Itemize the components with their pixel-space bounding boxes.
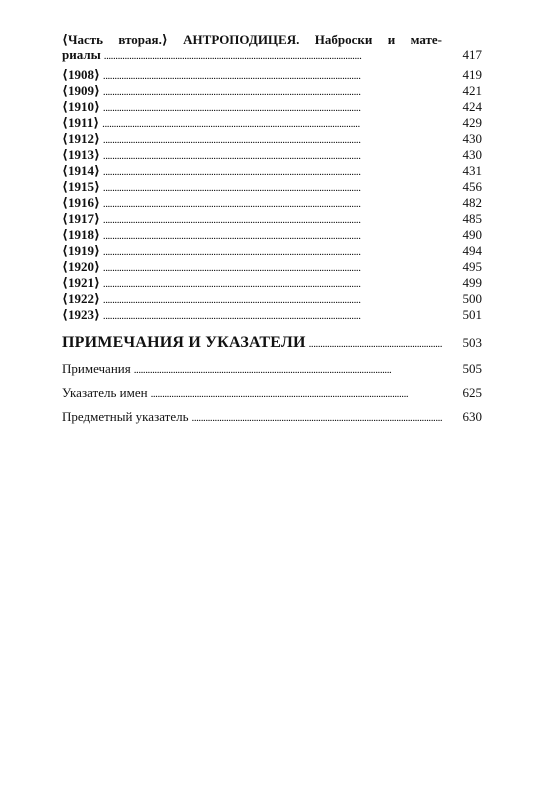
- toc-entry-label: ⟨1914⟩: [62, 163, 100, 178]
- toc-entry-year[interactable]: [62, 227, 482, 243]
- toc-entry-page: 424: [462, 99, 482, 114]
- part-two-heading-line: [62, 32, 442, 47]
- toc-entry-label: ⟨1920⟩: [62, 259, 100, 274]
- dot-leader: [103, 67, 442, 84]
- toc-entry-year[interactable]: [62, 115, 482, 131]
- toc-entry-page: 503: [462, 335, 482, 350]
- dot-leader: [103, 195, 442, 212]
- toc-entry-year[interactable]: [62, 211, 482, 227]
- toc-entry-page: 499: [462, 275, 482, 290]
- toc-entry-year[interactable]: [62, 67, 482, 83]
- dot-leader: [151, 385, 442, 402]
- dot-leader: [309, 333, 442, 354]
- toc-entry-label: ⟨1913⟩: [62, 147, 100, 162]
- toc-entry-label: ⟨1908⟩: [62, 67, 100, 82]
- toc-entry-page: 505: [462, 361, 482, 376]
- toc-entry-page: 456: [462, 179, 482, 194]
- toc-entry-year[interactable]: [62, 131, 482, 147]
- toc-entry-label: ⟨1921⟩: [62, 275, 100, 290]
- toc-entry-page: 490: [462, 227, 482, 242]
- dot-leader: [103, 83, 442, 100]
- toc-entry-label: ⟨1915⟩: [62, 179, 100, 194]
- toc-entry-page: 430: [462, 131, 482, 146]
- toc-entry-page: 500: [462, 291, 482, 306]
- dot-leader: [103, 227, 442, 244]
- toc-entry-label: ⟨1918⟩: [62, 227, 100, 242]
- toc-entry-label: ⟨1922⟩: [62, 291, 100, 306]
- toc-entry-notes[interactable]: [62, 361, 482, 377]
- toc-entry-page: 494: [462, 243, 482, 258]
- toc-entry-page: 421: [462, 83, 482, 98]
- toc-entry-label: Примечания: [62, 361, 131, 376]
- toc-entry-subject-index[interactable]: [62, 409, 482, 425]
- toc-entry-year[interactable]: [62, 179, 482, 195]
- toc-entry-notes-section[interactable]: [62, 333, 482, 353]
- dot-leader: [103, 275, 442, 292]
- toc-entry-page: 417: [462, 47, 482, 62]
- toc-entry-page: 419: [462, 67, 482, 82]
- toc-entry-label: ⟨1923⟩: [62, 307, 100, 322]
- year-entries: [62, 67, 482, 323]
- toc-entry-part-two[interactable]: [62, 47, 482, 63]
- dot-leader: [134, 361, 442, 378]
- toc-entry-year[interactable]: [62, 275, 482, 291]
- part-two-subtitle: Наброски и мате-: [314, 32, 443, 47]
- section-heading-label: ПРИМЕЧАНИЯ И УКАЗАТЕЛИ: [62, 334, 306, 351]
- toc-entry-label: Предметный указатель: [62, 409, 189, 424]
- dot-leader: [103, 131, 442, 148]
- toc-entry-year[interactable]: [62, 83, 482, 99]
- toc-entry-label: Указатель имен: [62, 385, 148, 400]
- toc-entry-label: ⟨1912⟩: [62, 131, 100, 146]
- dot-leader: [192, 409, 442, 426]
- toc-entry-page: 430: [462, 147, 482, 162]
- dot-leader: [103, 147, 442, 164]
- toc-entry-page: 495: [462, 259, 482, 274]
- part-two-heading: [62, 32, 482, 63]
- toc-entry-year[interactable]: [62, 291, 482, 307]
- toc-entry-year[interactable]: [62, 243, 482, 259]
- toc-entry-page: 482: [462, 195, 482, 210]
- dot-leader: [103, 259, 442, 276]
- dot-leader: [103, 243, 442, 260]
- toc-entry-label: ⟨1910⟩: [62, 99, 100, 114]
- toc-entry-year[interactable]: [62, 259, 482, 275]
- toc-entry-label: ⟨1911⟩: [62, 115, 100, 130]
- toc-entry-page: 431: [462, 163, 482, 178]
- toc-entry-label: ⟨1917⟩: [62, 211, 100, 226]
- toc-entry-year[interactable]: [62, 307, 482, 323]
- table-of-contents: [62, 32, 482, 425]
- dot-leader: [103, 291, 442, 308]
- toc-entry-page: 485: [462, 211, 482, 226]
- toc-entry-label: ⟨1916⟩: [62, 195, 100, 210]
- toc-entry-page: 429: [462, 115, 482, 130]
- toc-entry-label: ⟨1909⟩: [62, 83, 100, 98]
- dot-leader: [103, 307, 442, 324]
- dot-leader: [103, 179, 442, 196]
- toc-entry-label: ⟨1919⟩: [62, 243, 100, 258]
- dot-leader: [104, 47, 442, 64]
- toc-entry-page: 501: [462, 307, 482, 322]
- toc-entry-name-index[interactable]: [62, 385, 482, 401]
- toc-entry-label: риалы: [62, 47, 101, 62]
- toc-entry-page: 630: [462, 409, 482, 424]
- part-two-prefix: ⟨Часть вторая.⟩: [62, 32, 168, 47]
- dot-leader: [103, 211, 442, 228]
- toc-entry-year[interactable]: [62, 163, 482, 179]
- toc-entry-year[interactable]: [62, 99, 482, 115]
- toc-entry-page: 625: [462, 385, 482, 400]
- part-two-title: АНТРОПОДИЦЕЯ.: [183, 32, 300, 47]
- dot-leader: [102, 115, 442, 132]
- toc-entry-year[interactable]: [62, 147, 482, 163]
- dot-leader: [103, 99, 442, 116]
- dot-leader: [103, 163, 442, 180]
- toc-entry-year[interactable]: [62, 195, 482, 211]
